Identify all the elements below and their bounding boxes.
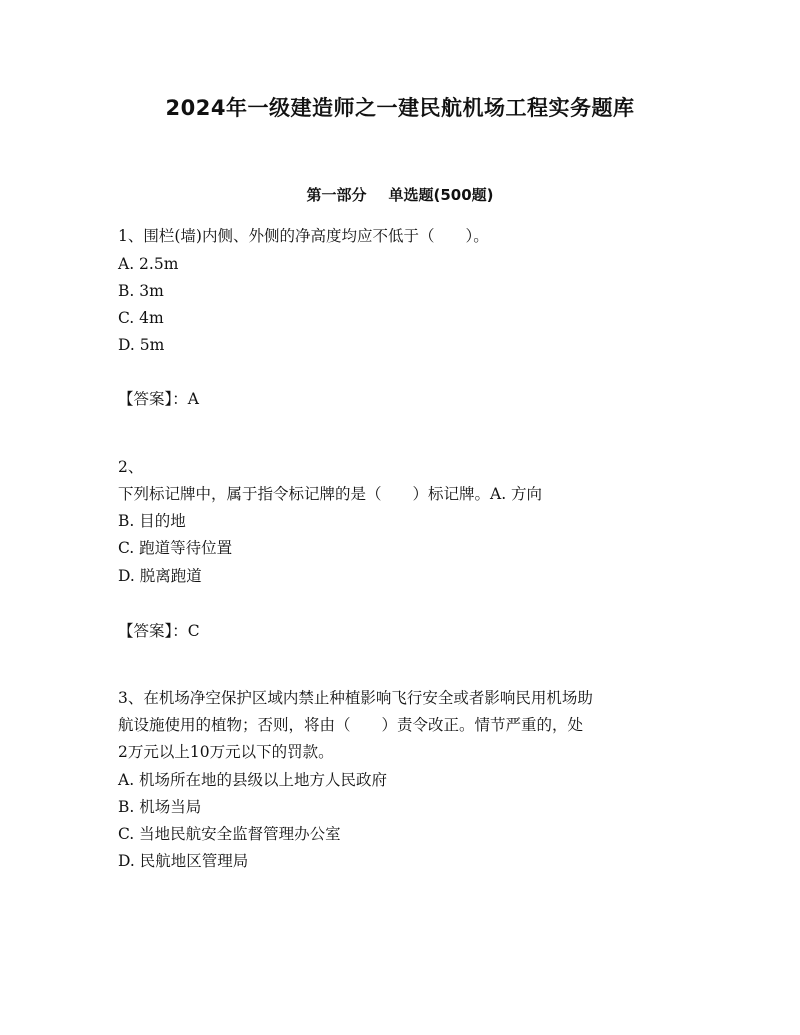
question-3-option-c: C. 当地民航安全监督管理办公室 <box>118 825 341 843</box>
section-name: 单选题(500题) <box>388 186 494 204</box>
question-1-option-b: B. 3m <box>118 282 164 300</box>
question-2-number: 2、 <box>118 458 144 476</box>
question-3-option-d: D. 民航地区管理局 <box>118 852 249 870</box>
question-1-stem: 1、围栏(墙)内侧、外侧的净高度均应不低于（ ）。 <box>118 227 489 245</box>
question-1-option-d: D. 5m <box>118 336 165 354</box>
section-title <box>0 184 800 205</box>
question-3-option-b: B. 机场当局 <box>118 798 202 816</box>
question-2-stem: 下列标记牌中，属于指令标记牌的是（ ）标记牌。A. 方向 <box>118 485 543 503</box>
question-3-stem-line-1: 3、在机场净空保护区域内禁止种植影响飞行安全或者影响民用机场助 <box>118 689 593 707</box>
question-2-option-b: B. 目的地 <box>118 512 186 530</box>
document-title: 2024年一级建造师之一建民航机场工程实务题库 <box>165 96 635 120</box>
question-3-option-a: A. 机场所在地的县级以上地方人民政府 <box>118 771 388 789</box>
question-2-option-c: C. 跑道等待位置 <box>118 539 233 557</box>
question-3-stem-line-2: 航设施使用的植物；否则，将由（ ）责令改正。情节严重的，处 <box>118 716 584 734</box>
question-1-option-c: C. 4m <box>118 309 164 327</box>
question-1-answer: 【答案】：A <box>118 390 199 408</box>
question-1-option-a: A. 2.5m <box>118 255 179 273</box>
question-2-answer: 【答案】：C <box>118 622 200 640</box>
section-part: 第一部分 <box>306 186 367 204</box>
question-2-option-d: D. 脱离跑道 <box>118 567 202 585</box>
question-3-stem-line-3: 2万元以上10万元以下的罚款。 <box>118 743 334 761</box>
